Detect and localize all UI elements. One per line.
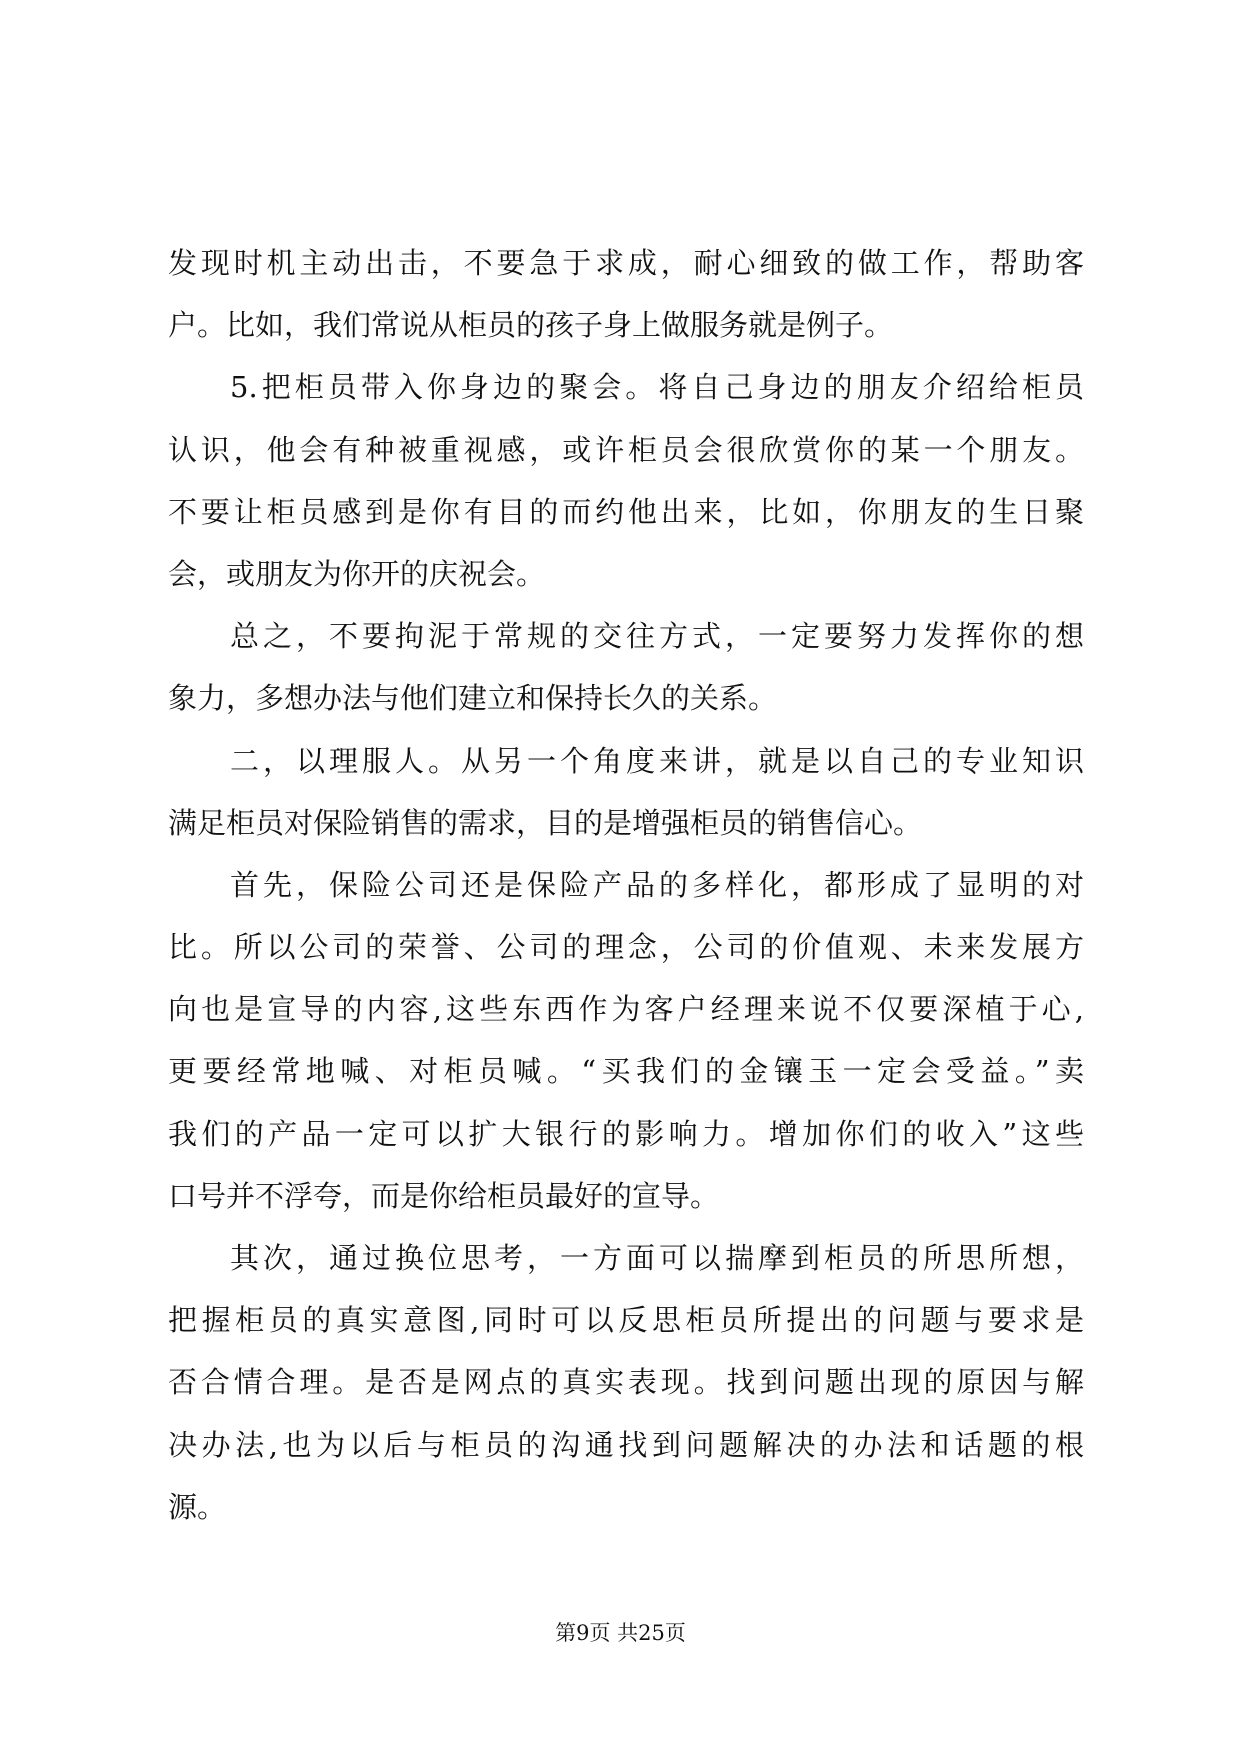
text-line: 不要让柜员感到是你有目的而约他出来，比如，你朋友的生日聚 xyxy=(168,494,1084,529)
text-line: 首先，保险公司还是保险产品的多样化，都形成了显明的对 xyxy=(230,867,1084,902)
text-line: 其次，通过换位思考，一方面可以揣摩到柜员的所思所想， xyxy=(230,1241,1084,1275)
text-line: 决办法,也为以后与柜员的沟通找到问题解决的办法和话题的根 xyxy=(168,1427,1084,1462)
text-line: 向也是宣导的内容,这些东西作为客户经理来说不仅要深植于心, xyxy=(168,992,1084,1027)
text-line: 户。比如，我们常说从柜员的孩子身上做服务就是例子。 xyxy=(168,308,894,343)
text-line: 满足柜员对保险销售的需求，目的是增强柜员的销售信心。 xyxy=(168,805,923,840)
text-line: 总之，不要拘泥于常规的交往方式，一定要努力发挥你的想 xyxy=(230,619,1084,654)
text-line: 我们的产品一定可以扩大银行的影响力。增加你们的收入”这些 xyxy=(168,1116,1084,1151)
text-line: 比。所以公司的荣誉、公司的理念，公司的价值观、未来发展方 xyxy=(168,930,1084,965)
text-line: 发现时机主动出击，不要急于求成，耐心细致的做工作，帮助客 xyxy=(168,246,1084,280)
text-line: 源。 xyxy=(168,1489,227,1524)
text-line: 否合情合理。是否是网点的真实表现。找到问题出现的原因与解 xyxy=(168,1365,1084,1400)
text-line: 二，以理服人。从另一个角度来讲，就是以自己的专业知识 xyxy=(230,743,1084,778)
text-line: 更要经常地喊、对柜员喊。“买我们的金镶玉一定会受益。”卖 xyxy=(168,1054,1084,1089)
text-line: 5.把柜员带入你身边的聚会。将自己身边的朋友介绍给柜员 xyxy=(230,370,1084,405)
text-line: 把握柜员的真实意图,同时可以反思柜员所提出的问题与要求是 xyxy=(168,1303,1084,1338)
page-footer: 第9页 共25页 xyxy=(555,1621,686,1645)
text-line: 认识，他会有种被重视感，或许柜员会很欣赏你的某一个朋友。 xyxy=(168,432,1084,467)
document-body xyxy=(168,232,1084,1538)
text-line: 口号并不浮夸，而是你给柜员最好的宣导。 xyxy=(168,1178,720,1213)
text-line: 象力，多想办法与他们建立和保持长久的关系。 xyxy=(168,681,778,716)
text-line: 会，或朋友为你开的庆祝会。 xyxy=(168,556,546,591)
